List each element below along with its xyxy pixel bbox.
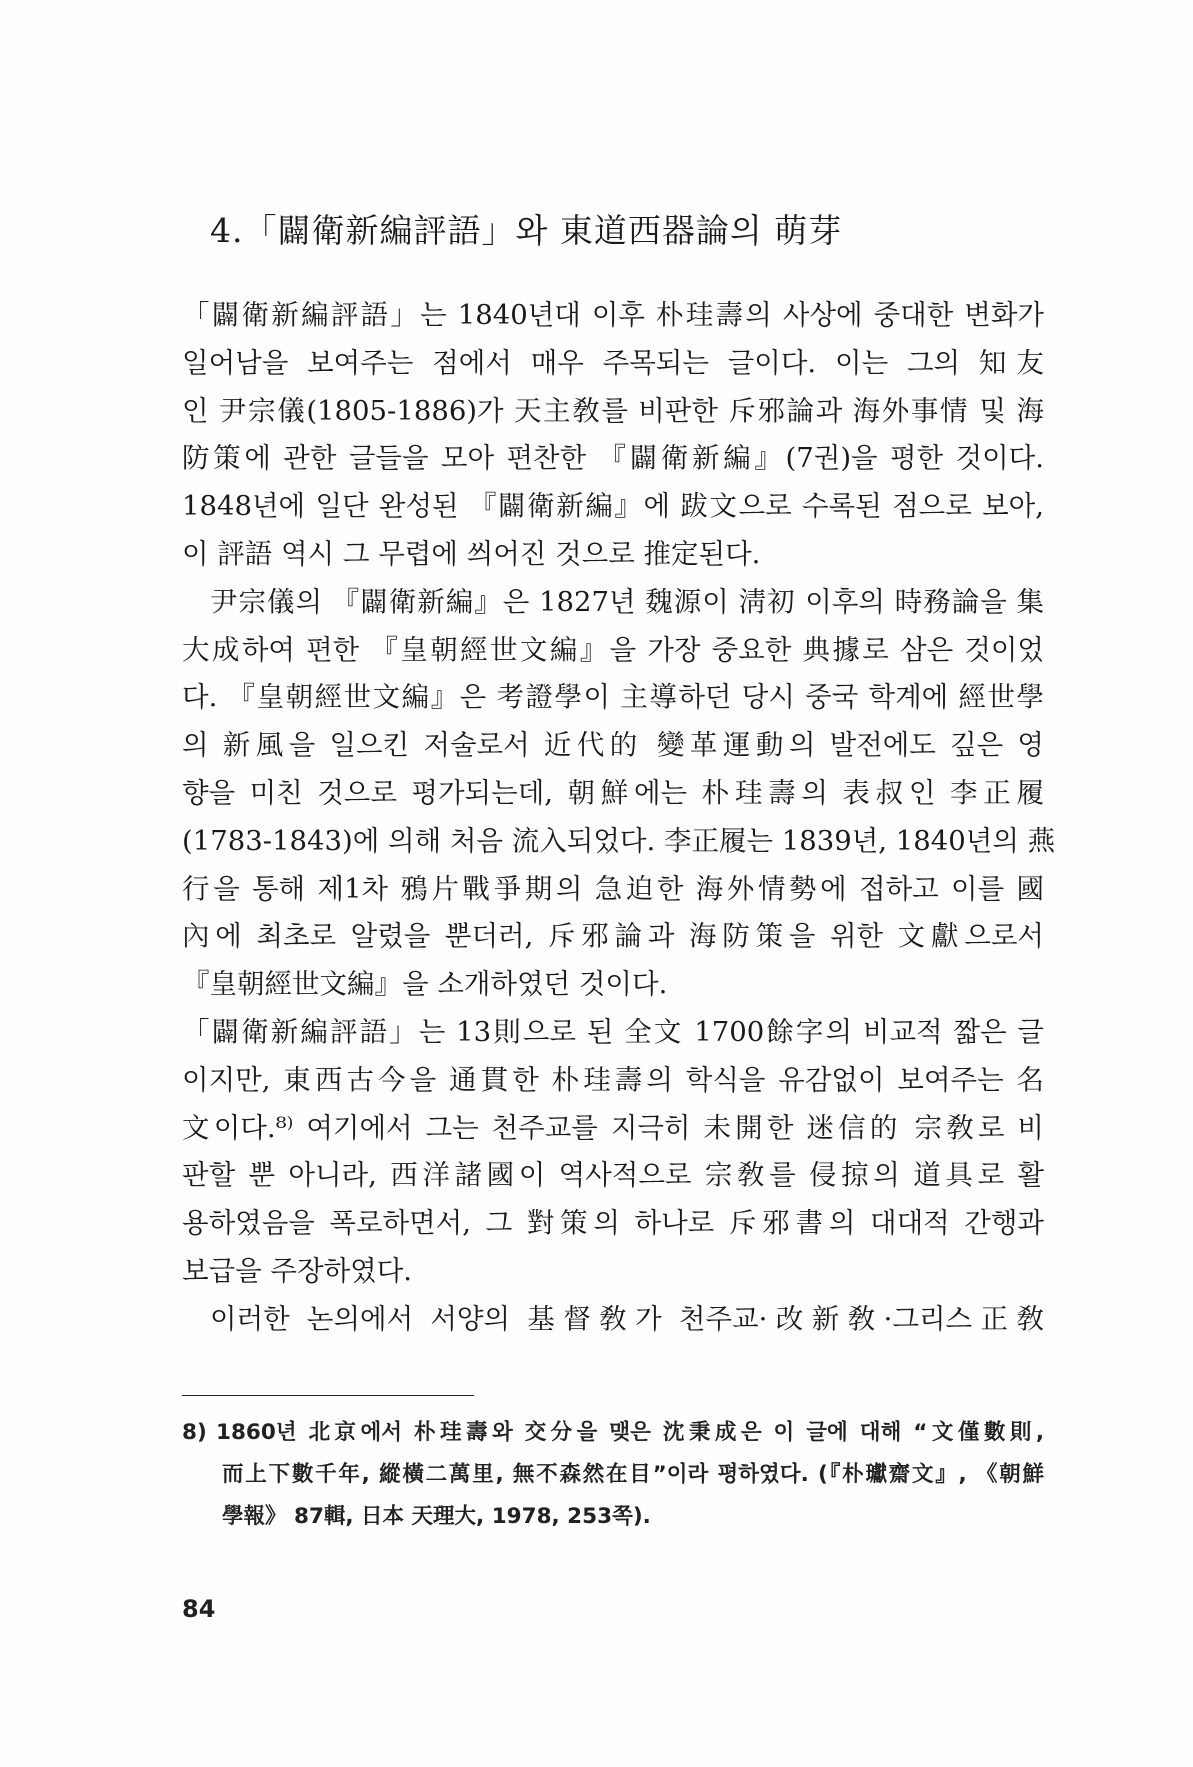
text-line: 이 評語 역시 그 무렵에 씌어진 것으로 推定된다. — [182, 537, 761, 570]
footnote-number: 8) — [182, 1420, 207, 1445]
text-line: 일어남을 보여주는 점에서 매우 주목되는 글이다. 이는 그의 知友 — [182, 346, 1044, 379]
text-line: 大成하여 편한 『皇朝經世文編』을 가장 중요한 典據로 삼은 것이었 — [182, 633, 1044, 666]
footnote — [182, 1412, 1044, 1538]
paragraph-1 — [182, 292, 1044, 579]
text-line: 의 新風을 일으킨 저술로서 近代的 變革運動의 발전에도 깊은 영 — [182, 729, 1044, 762]
paragraph-2 — [182, 579, 1056, 1009]
text-line: 「闢衛新編評語」는 1840년대 이후 朴珪壽의 사상에 중대한 변화가 — [182, 299, 1044, 331]
text-line: 防策에 관한 글들을 모아 편찬한 『闢衛新編』(7권)을 평한 것이다. — [182, 442, 1044, 475]
footnote-line — [182, 1412, 1044, 1454]
text-line: 판할 뿐 아니라, 西洋諸國이 역사적으로 宗敎를 侵掠의 道具로 활 — [182, 1159, 1044, 1192]
footnote-text: 1860년 北京에서 朴珪壽와 交分을 맺은 沈秉成은 이 글에 대해 “文僅數則, — [216, 1420, 1044, 1445]
text-line: 보급을 주장하였다. — [182, 1254, 413, 1287]
text-line: 다. 『皇朝經世文編』은 考證學이 主導하던 당시 중국 학계에 經世學 — [182, 681, 1044, 714]
text-line: 文이다.⁸⁾ 여기에서 그는 천주교를 지극히 未開한 迷信的 宗敎로 비 — [182, 1111, 1044, 1144]
text-line: 行을 통해 제1차 鴉片戰爭期의 急迫한 海外情勢에 접하고 이를 國 — [182, 872, 1044, 905]
text-line: 용하였음을 폭로하면서, 그 對策의 하나로 斥邪書의 대대적 간행과 — [182, 1207, 1044, 1240]
text-line: 內에 최초로 알렸을 뿐더러, 斥邪論과 海防策을 위한 文獻으로서 — [182, 920, 1044, 953]
footnote-line: 而上下數千年, 縱橫二萬里, 無不森然在目”이라 평하였다. (『朴瓛齋文』, 《朝鮮 — [222, 1462, 1044, 1487]
footnote-line: 學報》 87輯, 日本 天理大, 1978, 253쪽). — [222, 1504, 651, 1529]
section-title: 4.「闢衛新編評語」와 東道西器論의 萌芽 — [210, 211, 843, 250]
text-line: 이러한 논의에서 서양의 基督敎가 천주교·改新敎·그리스正敎 — [210, 1302, 1044, 1335]
body-text — [182, 292, 1056, 1344]
text-line: 1848년에 일단 완성된 『闢衛新編』에 跋文으로 수록된 점으로 보아, — [182, 490, 1044, 523]
footnote-divider — [182, 1395, 474, 1396]
text-line: (1783-1843)에 의해 처음 流入되었다. 李正履는 1839년, 1840년의 燕 — [182, 824, 1056, 857]
text-line: 『皇朝經世文編』을 소개하였던 것이다. — [182, 968, 668, 1001]
paragraph-4 — [182, 1296, 1044, 1344]
text-line: 향을 미친 것으로 평가되는데, 朝鮮에는 朴珪壽의 表叔인 李正履 — [182, 776, 1044, 809]
text-line: 이지만, 東西古今을 通貫한 朴珪壽의 학식을 유감없이 보여주는 名 — [182, 1063, 1044, 1096]
text-line: 尹宗儀의 『闢衛新編』은 1827년 魏源이 淸初 이후의 時務論을 集 — [210, 585, 1044, 618]
text-line: 「闢衛新編評語」는 13則으로 된 全文 1700餘字의 비교적 짧은 글 — [182, 1015, 1044, 1048]
paragraph-3 — [182, 1009, 1044, 1296]
page-number: 84 — [182, 1595, 216, 1623]
text-line: 인 尹宗儀(1805-1886)가 天主敎를 비판한 斥邪論과 海外事情 및 海 — [182, 394, 1044, 427]
